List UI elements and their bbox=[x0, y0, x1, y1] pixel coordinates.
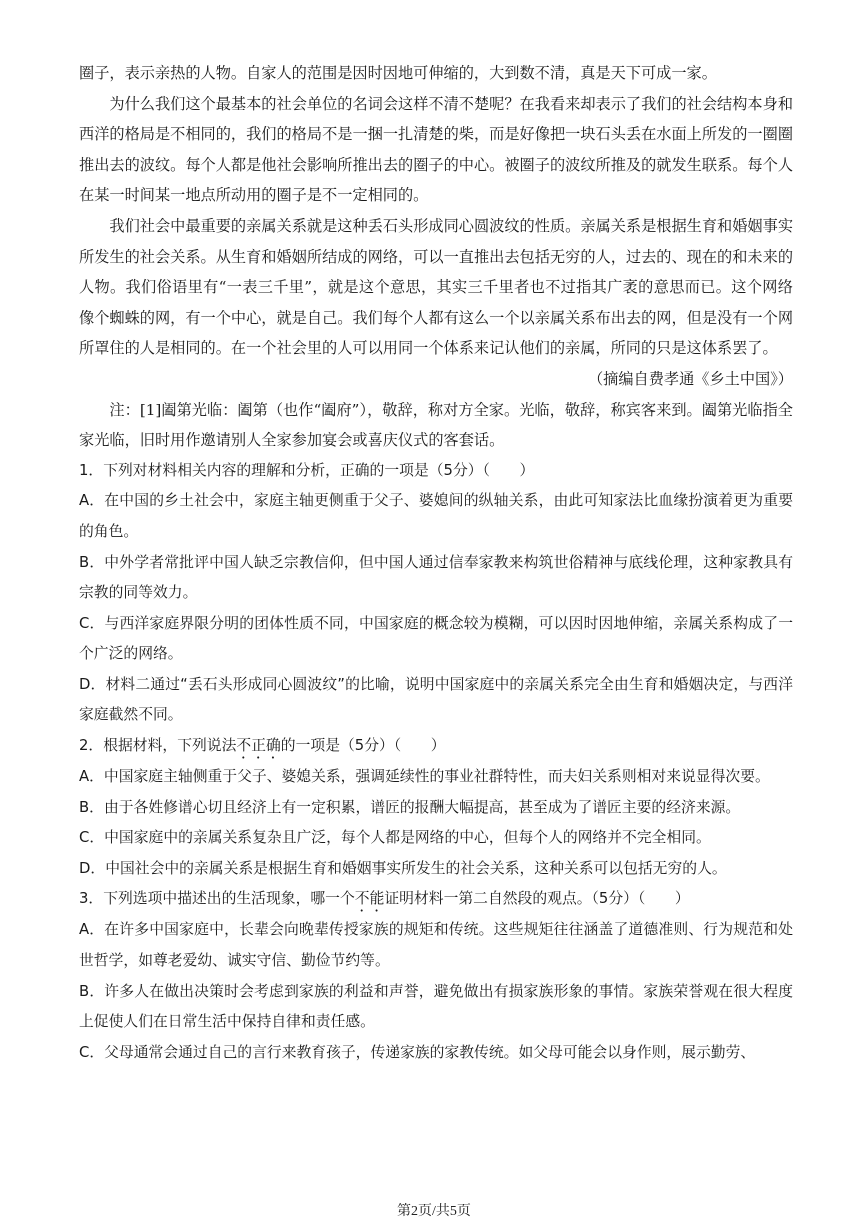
question-3-stem-emphasis: 不能 bbox=[354, 890, 385, 908]
question-3-stem bbox=[79, 884, 793, 915]
exam-page bbox=[79, 58, 793, 1068]
question-1-option-b[interactable]: B．中外学者常批评中国人缺乏宗教信仰，但中国人通过信奉家教来构筑世俗精神与底线伦理，这种家教具有宗教的同等效力。 bbox=[79, 553, 793, 602]
question-2-stem-emphasis: 不正确 bbox=[236, 737, 281, 755]
question-2-option-b[interactable]: B．由于各姓修谱心切且经济上有一定积累，谱匠的报酬大幅提高，甚至成为了谱匠主要的经济来源。 bbox=[79, 798, 741, 816]
question-2 bbox=[79, 731, 793, 884]
passage-source: （摘编自费孝通《乡土中国》） bbox=[587, 369, 793, 388]
question-3-stem-text-end: 证明材料一第二自然段的观点。（5分）（ ） bbox=[384, 890, 690, 908]
question-1-option-d[interactable]: D．材料二通过“丢石头形成同心圆波纹”的比喻，说明中国家庭中的亲属关系完全由生育和婚姻决定，与西洋家庭截然不同。 bbox=[79, 675, 793, 724]
question-3-option-c[interactable]: C．父母通常会通过自己的言行来教育孩子，传递家族的家教传统。如父母可能会以身作则，展示勤劳、 bbox=[79, 1043, 756, 1061]
question-3-stem-text: 3．下列选项中描述出的生活现象，哪一个 bbox=[79, 890, 355, 908]
question-1-option-c[interactable]: C．与西洋家庭界限分明的团体性质不同，中国家庭的概念较为模糊，可以因时因地伸缩，亲属关系构成了一个广泛的网络。 bbox=[79, 614, 793, 663]
question-3-option-a[interactable]: A．在许多中国家庭中，长辈会向晚辈传授家族的规矩和传统。这些规矩往往涵盖了道德准则、行为规范和处世哲学，如尊老爱幼、诚实守信、勤俭节约等。 bbox=[79, 921, 793, 970]
passage-note: 注：[1]阖第光临：阖第（也作“阖府”），敬辞，称对方全家。光临，敬辞，称宾客来到。阖第光临指全家光临，旧时用作邀请别人全家参加宴会或喜庆仪式的客套话。 bbox=[79, 400, 793, 450]
passage-paragraph-0: 圈子，表示亲热的人物。自家人的范围是因时因地可伸缩的，大到数不清，真是天下可成一家。 bbox=[79, 64, 717, 82]
question-2-stem-text-end: 的一项是（5分）（ ） bbox=[280, 737, 446, 755]
question-2-stem-text: 2．根据材料，下列说法 bbox=[79, 737, 237, 755]
question-2-option-d[interactable]: D．中国社会中的亲属关系是根据生育和婚姻事实所发生的社会关系，这种关系可以包括无穷的人。 bbox=[79, 859, 727, 877]
question-1-option-a[interactable]: A．在中国的乡土社会中，家庭主轴更侧重于父子、婆媳间的纵轴关系，由此可知家法比血缘扮演着更为重要的角色。 bbox=[79, 492, 793, 540]
question-3-option-b[interactable]: B．许多人在做出决策时会考虑到家族的利益和声誉，避免做出有损家族形象的事情。家族荣誉观在很大程度上促使人们在日常生活中保持自律和责任感。 bbox=[79, 982, 793, 1031]
passage-paragraph-1: 为什么我们这个最基本的社会单位的名词会这样不清不楚呢？在我看来却表示了我们的社会结构本身和西洋的格局是不相同的，我们的格局不是一捆一扎清楚的柴，而是好像把一块石头丢在水面上所发的一圈圈推出去的波纹。每个人都是他社会影响所推出去的圈子的中心。被圈子的波纹所推及的就发生联系。每个人在某一时间某一地点所动用的圈子是不一定相同的。 bbox=[79, 94, 793, 205]
question-1-stem: 1．下列对材料相关内容的理解和分析，正确的一项是（5分）（ ） bbox=[79, 461, 535, 479]
page-number: 第2页/共5页 bbox=[397, 1204, 471, 1219]
question-2-option-a[interactable]: A．中国家庭主轴侧重于父子、婆媳关系，强调延续性的事业社群特性，而夫妇关系则相对来说显得次要。 bbox=[79, 768, 770, 786]
question-2-option-c[interactable]: C．中国家庭中的亲属关系复杂且广泛，每个人都是网络的中心，但每个人的网络并不完全相同。 bbox=[79, 829, 711, 847]
question-3 bbox=[79, 884, 793, 1068]
question-2-stem bbox=[79, 731, 793, 762]
passage-paragraph-2: 我们社会中最重要的亲属关系就是这种丢石头形成同心圆波纹的性质。亲属关系是根据生育和婚姻事实所发生的社会关系。从生育和婚姻所结成的网络，可以一直推出去包括无穷的人，过去的、现在的和未来的人物。我们俗语里有“一表三千里”，就是这个意思，其实三千里者也不过指其广袤的意思而已。这个网络像个蜘蛛的网，有一个中心，就是自己。我们每个人都有这么一个以亲属关系布出去的网，但是没有一个网所罩住的人是相同的。在一个社会里的人可以用同一个体系来记认他们的亲属，所同的只是这体系罢了。 bbox=[79, 216, 793, 358]
question-1 bbox=[79, 456, 793, 731]
